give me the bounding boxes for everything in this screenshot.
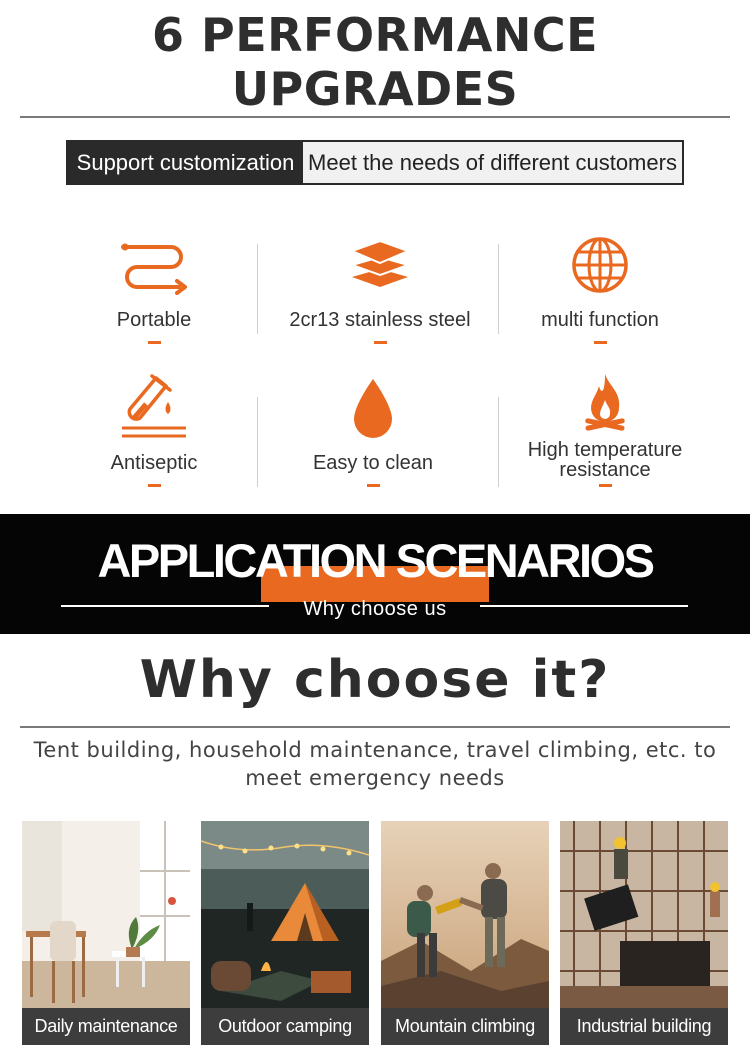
feature-label-line: High temperature (527, 439, 683, 461)
climbing-photo (381, 821, 549, 1008)
construction-photo (560, 821, 728, 1008)
layers-icon (280, 234, 480, 296)
page-title (0, 8, 750, 116)
scenario-caption: Industrial building (560, 1008, 728, 1045)
water-drop-icon (273, 377, 473, 439)
description-line: Tent building, household maintenance, travel climbing, etc. to (33, 738, 717, 762)
scenario-card-industrial-building (560, 821, 728, 1045)
room-photo (22, 821, 190, 1008)
accent-dash (374, 341, 387, 344)
feature-divider (257, 244, 258, 334)
accent-dash (594, 341, 607, 344)
customization-description: Meet the needs of different customers (303, 142, 682, 183)
feature-divider (498, 397, 499, 487)
feature-portable (54, 234, 254, 344)
feature-label: Easy to clean (312, 452, 434, 474)
scenario-card-daily-maintenance (22, 821, 190, 1045)
feature-label: 2cr13 stainless steel (289, 309, 471, 331)
feature-label: Portable (116, 309, 192, 331)
feature-label: multi function (541, 309, 659, 331)
description-line: meet emergency needs (245, 766, 505, 790)
why-heading: Why choose it? (139, 650, 611, 710)
accent-dash (367, 484, 380, 487)
test-tube-icon (54, 377, 254, 439)
customization-banner (66, 140, 684, 185)
accent-dash (148, 341, 161, 344)
feature-easy-clean (273, 377, 473, 487)
route-arrow-icon (54, 234, 254, 296)
scenario-card-outdoor-camping (201, 821, 369, 1045)
why-divider (20, 726, 730, 728)
feature-label-line: resistance (559, 459, 651, 481)
feature-divider (257, 397, 258, 487)
feature-multi-function (500, 234, 700, 344)
title-line-2: UPGRADES (231, 62, 519, 116)
title-divider (20, 116, 730, 118)
feature-high-temperature (505, 374, 705, 487)
title-line-1: 6 PERFORMANCE (151, 8, 599, 62)
application-scenarios-banner (0, 514, 750, 634)
accent-dash (148, 484, 161, 487)
camping-photo (201, 821, 369, 1008)
scenario-card-mountain-climbing (381, 821, 549, 1045)
feature-divider (498, 244, 499, 334)
feature-label: Antiseptic (110, 452, 198, 474)
customization-label: Support customization (68, 142, 303, 183)
accent-dash (599, 484, 612, 487)
feature-stainless-steel (280, 234, 480, 344)
why-description (20, 736, 730, 792)
scenarios-heading: APPLICATION SCENARIOS (97, 534, 653, 587)
scenario-caption: Mountain climbing (381, 1008, 549, 1045)
feature-antiseptic (54, 377, 254, 487)
globe-icon (500, 234, 700, 296)
scenario-caption: Daily maintenance (22, 1008, 190, 1045)
scenarios-subheading: Why choose us (303, 598, 447, 620)
feature-label (505, 440, 705, 480)
campfire-icon (505, 374, 705, 436)
scenario-caption: Outdoor camping (201, 1008, 369, 1045)
